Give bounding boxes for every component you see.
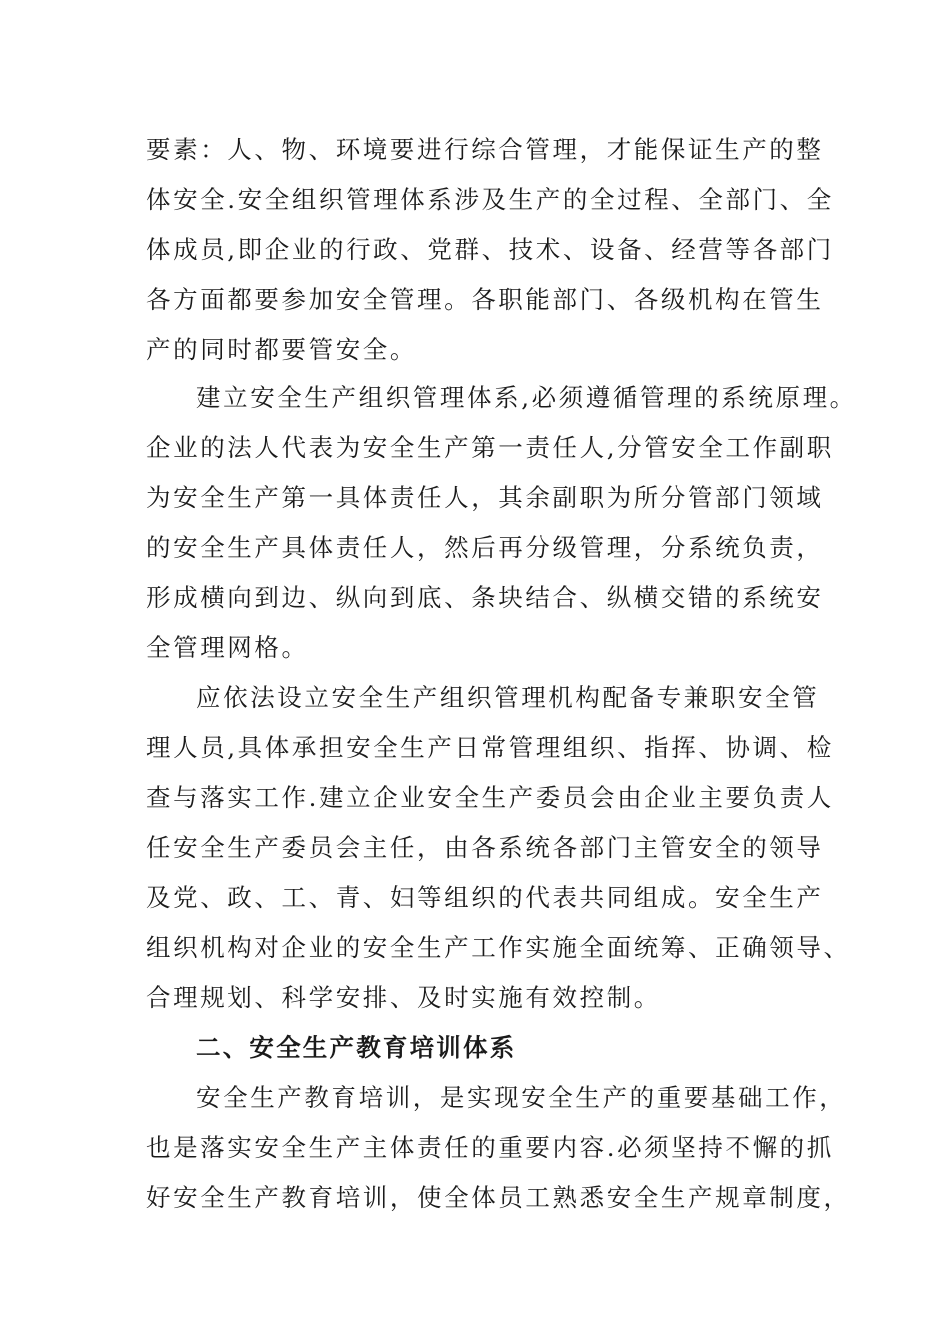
paragraph-first-line: 安全生产教育培训，是实现安全生产的重要基础工作， (196, 1083, 847, 1112)
text-line: 查与落实工作.建立企业安全生产委员会由企业主要负责人 (146, 783, 834, 812)
text-line: 组织机构对企业的安全生产工作实施全面统筹、正确领导、 (146, 933, 851, 962)
text-line: 为安全生产第一具体责任人，其余副职为所分管部门领域 (146, 483, 824, 512)
text-line: 形成横向到边、纵向到底、条块结合、纵横交错的系统安 (146, 583, 824, 612)
section-heading: 二、安全生产教育培训体系 (196, 1033, 517, 1062)
text-line: 体成员,即企业的行政、党群、技术、设备、经营等各部门 (146, 235, 834, 264)
text-line: 合理规划、科学安排、及时实施有效控制。 (146, 983, 661, 1012)
text-line: 产的同时都要管安全。 (146, 335, 417, 364)
paragraph-first-line: 应依法设立安全生产组织管理机构配备专兼职安全管 (196, 683, 820, 712)
text-line: 及党、政、工、青、妇等组织的代表共同组成。安全生产 (146, 883, 824, 912)
text-line: 也是落实安全生产主体责任的重要内容.必须坚持不懈的抓 (146, 1133, 834, 1162)
paragraph-first-line: 建立安全生产组织管理体系,必须遵循管理的系统原理。 (196, 383, 857, 412)
text-line: 体安全.安全组织管理体系涉及生产的全过程、全部门、全 (146, 185, 834, 214)
text-line: 任安全生产委员会主任，由各系统各部门主管安全的领导 (146, 833, 824, 862)
text-line: 全管理网格。 (146, 633, 309, 662)
text-line: 好安全生产教育培训，使全体员工熟悉安全生产规章制度， (146, 1183, 851, 1212)
text-line: 企业的法人代表为安全生产第一责任人,分管安全工作副职 (146, 433, 834, 462)
text-line: 理人员,具体承担安全生产日常管理组织、指挥、协调、检 (146, 733, 834, 762)
text-line: 的安全生产具体责任人，然后再分级管理，分系统负责， (146, 533, 824, 562)
text-line: 要素：人、物、环境要进行综合管理，才能保证生产的整 (146, 135, 824, 164)
text-line: 各方面都要参加安全管理。各职能部门、各级机构在管生 (146, 285, 824, 314)
